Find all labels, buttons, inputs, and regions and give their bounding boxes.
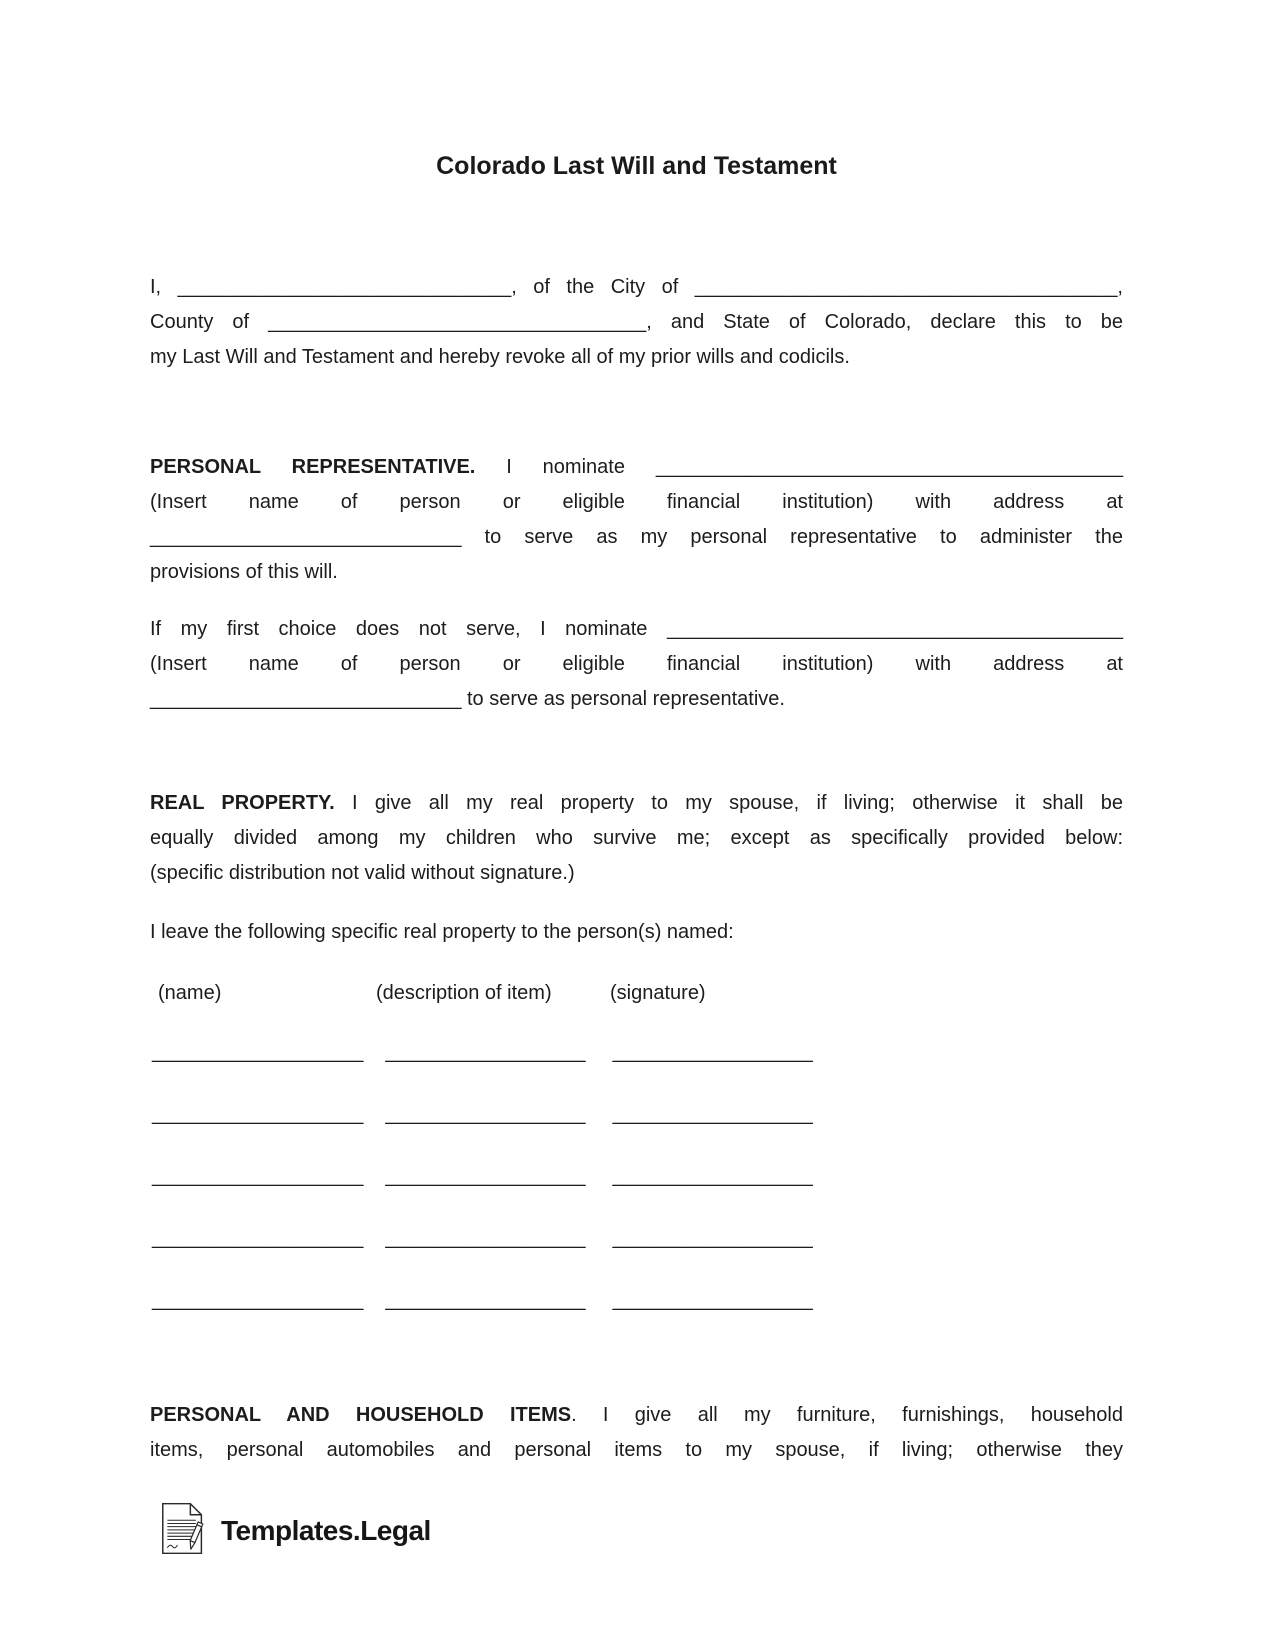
line-text: items, personal automobiles and personal items to my spouse, if living; otherwise they <box>150 1439 1123 1461</box>
item-blank-field[interactable]: __________________ <box>385 1289 586 1311</box>
signature-blank-field[interactable]: __________________ <box>612 1041 813 1063</box>
real-property-lead-in <box>150 915 1123 950</box>
item-blank-field[interactable]: __________________ <box>385 1041 586 1063</box>
paragraph-line <box>150 340 1123 375</box>
section-heading: PERSONAL AND HOUSEHOLD ITEMS <box>150 1404 572 1426</box>
section-heading: REAL PROPERTY. <box>150 792 335 814</box>
line-text: provisions of this will. <box>150 561 338 583</box>
line-text: I nominate __________________________________________ <box>475 456 1123 478</box>
item-blank-field[interactable]: __________________ <box>385 1165 586 1187</box>
paragraph-line <box>150 305 1123 340</box>
paragraph-line <box>150 270 1123 305</box>
brand-text: Templates.Legal <box>221 1515 431 1546</box>
paragraph-line <box>150 1433 1123 1468</box>
footer-brand <box>160 1500 1123 1562</box>
line-text: I give all my real property to my spouse, if living; otherwise it shall be <box>334 792 1123 814</box>
paragraph-line <box>150 612 1123 647</box>
name-blank-field[interactable]: ___________________ <box>152 1103 364 1125</box>
signature-blank-field[interactable]: __________________ <box>612 1103 813 1125</box>
paragraph-line <box>150 450 1123 485</box>
table-row <box>150 1159 1123 1194</box>
line-text: . I give all my furniture, furnishings, household <box>571 1404 1123 1426</box>
signature-blank-field[interactable]: __________________ <box>612 1165 813 1187</box>
paragraph-line <box>150 485 1123 520</box>
signature-blank-field[interactable]: __________________ <box>612 1289 813 1311</box>
name-blank-field[interactable]: ___________________ <box>152 1165 364 1187</box>
line-text: my Last Will and Testament and hereby revoke all of my prior wills and codicils. <box>150 346 850 368</box>
line-text: ____________________________ to serve as personal representative. <box>150 688 785 710</box>
line-text: If my first choice does not serve, I nominate _________________________________________ <box>150 618 1123 640</box>
paragraph-line <box>150 520 1123 555</box>
paragraph-line <box>150 647 1123 682</box>
line-text: (Insert name of person or eligible financial institution) with address at <box>150 491 1123 513</box>
line-text: (Insert name of person or eligible financial institution) with address at <box>150 653 1123 675</box>
paragraph-line <box>150 856 1123 891</box>
line-text: ____________________________ to serve as my personal representative to administer the <box>150 526 1123 548</box>
line-text: I leave the following specific real property to the person(s) named: <box>150 921 734 943</box>
line-text: equally divided among my children who survive me; except as specifically provided below: <box>150 827 1123 849</box>
table-row <box>150 1283 1123 1318</box>
property-table-header <box>150 976 1123 1011</box>
item-blank-field[interactable]: __________________ <box>385 1103 586 1125</box>
signature-blank-field[interactable]: __________________ <box>612 1227 813 1249</box>
line-text: County of __________________________________, and State of Colorado, declare this to be <box>150 311 1123 333</box>
line-text: (specific distribution not valid without signature.) <box>150 862 575 884</box>
column-header-name: (name) <box>158 982 222 1004</box>
table-row <box>150 1097 1123 1132</box>
personal-representative-section <box>150 450 1123 590</box>
paragraph-line <box>150 682 1123 717</box>
column-header-signature: (signature) <box>610 982 706 1004</box>
name-blank-field[interactable]: ___________________ <box>152 1227 364 1249</box>
paragraph-line <box>150 821 1123 856</box>
name-blank-field[interactable]: ___________________ <box>152 1041 364 1063</box>
personal-household-items-section <box>150 1398 1123 1468</box>
alternate-representative-paragraph <box>150 612 1123 717</box>
section-heading: PERSONAL REPRESENTATIVE. <box>150 456 476 478</box>
column-header-description: (description of item) <box>376 982 552 1004</box>
table-row <box>150 1035 1123 1070</box>
item-blank-field[interactable]: __________________ <box>385 1227 586 1249</box>
paragraph-line <box>150 915 1123 950</box>
document-pencil-icon <box>160 1500 206 1562</box>
paragraph-line <box>150 786 1123 821</box>
paragraph-line <box>150 1398 1123 1433</box>
paragraph-line <box>150 555 1123 590</box>
real-property-section <box>150 786 1123 891</box>
line-text: I, ______________________________, of the City of ______________________________________, <box>150 276 1123 298</box>
table-row <box>150 1221 1123 1256</box>
page-title: Colorado Last Will and Testament <box>436 152 837 180</box>
opening-paragraph <box>150 270 1123 375</box>
name-blank-field[interactable]: ___________________ <box>152 1289 364 1311</box>
